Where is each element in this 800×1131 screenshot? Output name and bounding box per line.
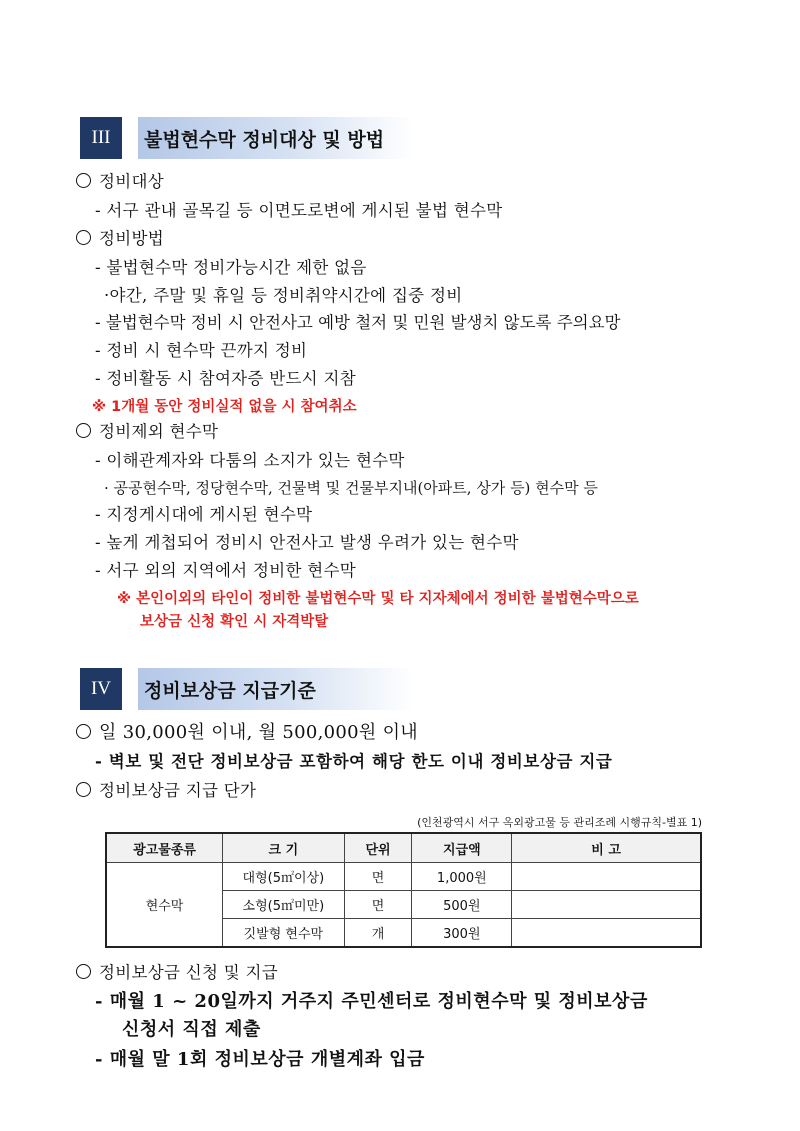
heading-exclusion: 정비제외 현수막 [76,421,218,443]
warning-note: 보상금 신청 확인 시 자격박탈 [140,614,329,630]
table-row [106,863,701,891]
unit-cell: 개 [344,919,412,948]
payment-table [105,832,702,948]
warning-note: ※ 1개월 동안 정비실적 없을 시 참여취소 [92,399,357,415]
table-header: 광고물종류 [106,833,223,863]
text-line: - 지정게시대에 게시된 현수막 [95,505,313,524]
heading-apply: 정비보상금 신청 및 지급 [76,962,278,984]
note-cell [512,863,701,891]
note-cell [512,891,701,919]
text-line: ·야간, 주말 및 휴일 등 정비취약시간에 집중 정비 [104,286,463,305]
circle-bullet-icon [76,782,91,797]
section-header-3 [80,117,414,159]
table-header: 지급액 [412,833,512,863]
text-line: - 서구 관내 골목길 등 이면도로변에 게시된 불법 현수막 [95,201,503,220]
warning-note: ※ 본인이외의 타인이 정비한 불법현수막 및 타 지자체에서 정비한 불법현수막으로 [117,591,639,607]
circle-bullet-icon [76,423,91,438]
text-line: - 벽보 및 전단 정비보상금 포함하여 해당 한도 이내 정비보상금 지급 [95,752,613,771]
amount-cell: 300원 [412,919,512,948]
amount-cell: 1,000원 [412,863,512,891]
section-numeral: IV [80,668,122,710]
heading-price: 정비보상금 지급 단가 [76,780,256,802]
text-line: - 정비 시 현수막 끈까지 정비 [95,341,308,360]
unit-cell: 면 [344,863,412,891]
unit-cell: 면 [344,891,412,919]
heading-method: 정비방법 [76,228,164,250]
size-cell: 깃발형 현수막 [223,919,345,948]
table-header-row [106,833,701,863]
table-header: 비 고 [512,833,701,863]
text-line: - 매월 말 1회 정비보상금 개별계좌 입금 [95,1049,425,1070]
text-line: - 높게 게첩되어 정비시 안전사고 발생 우려가 있는 현수막 [95,533,519,552]
text-line: - 이해관계자와 다툼의 소지가 있는 현수막 [95,451,405,470]
circle-bullet-icon [76,230,91,245]
section-title: 정비보상금 지급기준 [138,668,414,710]
circle-bullet-icon [76,724,91,739]
category-cell: 현수막 [106,863,223,948]
section-numeral: III [80,117,122,159]
circle-bullet-icon [76,964,91,979]
circle-bullet-icon [76,173,91,188]
text-line: - 정비활동 시 참여자증 반드시 지참 [95,369,356,388]
text-line: - 불법현수막 정비가능시간 제한 없음 [95,258,367,277]
text-line: - 불법현수막 정비 시 안전사고 예방 철저 및 민원 발생치 않도록 주의요망 [95,313,621,332]
text-line: - 서구 외의 지역에서 정비한 현수막 [95,561,356,580]
section-header-4 [80,668,414,710]
table-header: 단위 [344,833,412,863]
heading-limit: 일 30,000원 이내, 월 500,000원 이내 [76,722,418,744]
heading-target: 정비대상 [76,171,164,193]
table-header: 크 기 [223,833,345,863]
size-cell: 대형(5㎡이상) [223,863,345,891]
note-cell [512,919,701,948]
size-cell: 소형(5㎡미만) [223,891,345,919]
amount-cell: 500원 [412,891,512,919]
text-line: · 공공현수막, 정당현수막, 건물벽 및 건물부지내(아파트, 상가 등) 현수막 등 [104,479,598,497]
text-line: - 매월 1 ~ 20일까지 거주지 주민센터로 정비현수막 및 정비보상금 [95,991,648,1012]
section-title: 불법현수막 정비대상 및 방법 [138,117,414,159]
table-source: (인천광역시 서구 옥외광고물 등 관리조례 시행규칙-별표 1) [417,816,702,829]
text-line: 신청서 직접 제출 [122,1019,261,1040]
